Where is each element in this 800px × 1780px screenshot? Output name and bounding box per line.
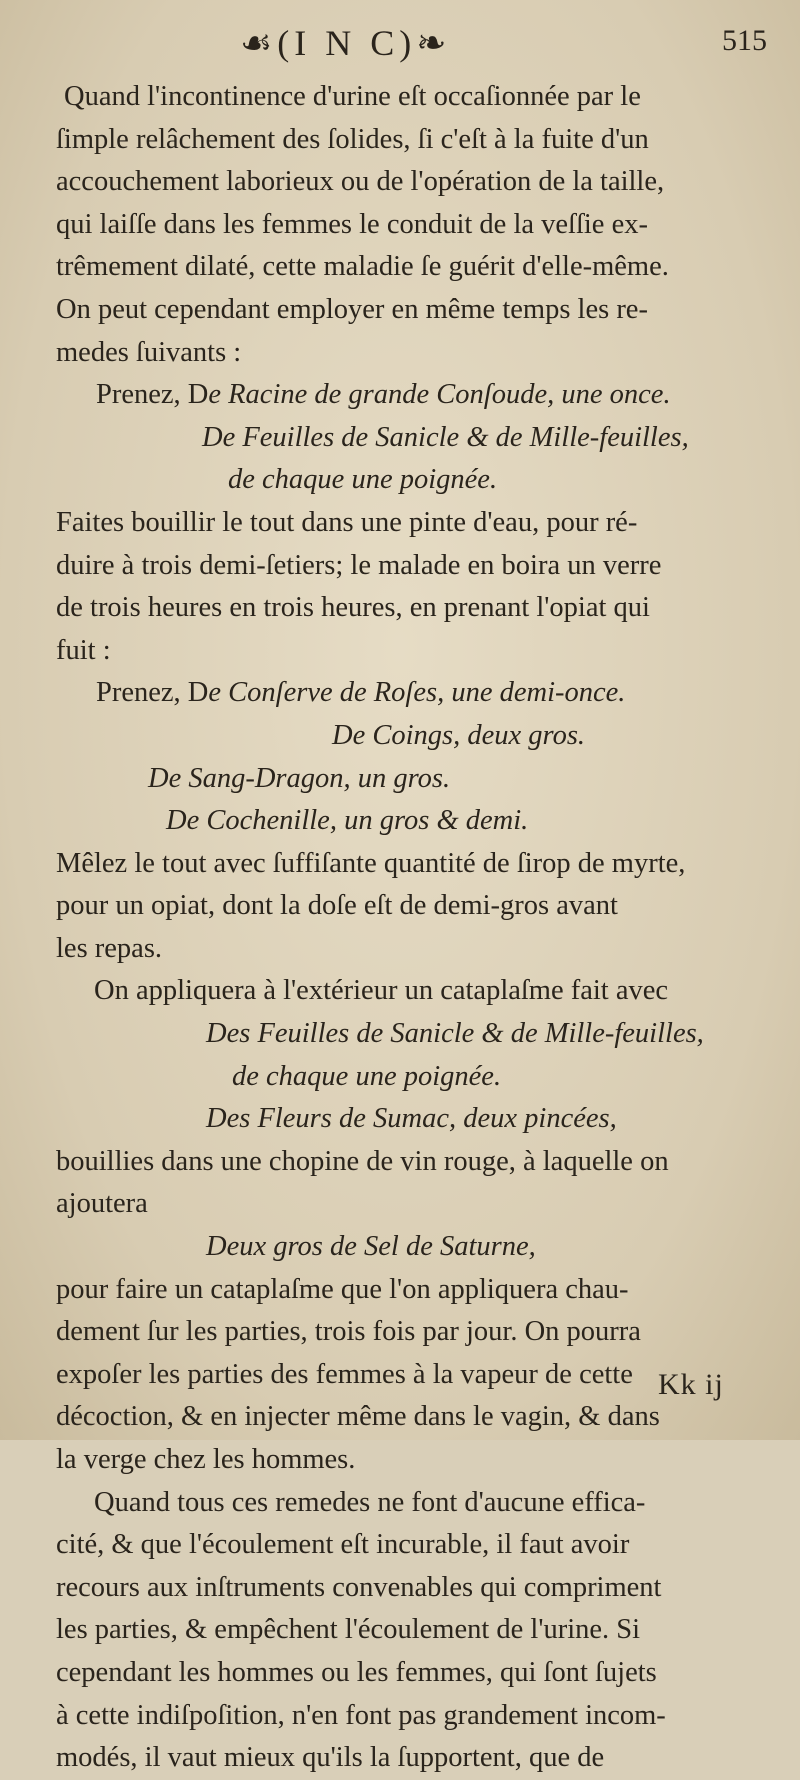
text-line: Prenez, De Conſerve de Roſes, une demi-once.	[96, 677, 626, 709]
text-line: Faites bouillir le tout dans une pinte d'eau, pour ré-	[56, 506, 638, 538]
text-line: Mêlez le tout avec ſuffiſante quantité de ſirop de myrte,	[56, 847, 686, 879]
text-line: De Feuilles de Sanicle & de Mille-feuilles,	[202, 421, 689, 453]
text-line: modés, il vaut mieux qu'ils la ſupportent, que de	[56, 1742, 605, 1774]
text-line: décoction, & en injecter même dans le vagin, & dans	[56, 1401, 660, 1433]
text-line: dement ſur les parties, trois fois par jour. On pourra	[56, 1316, 641, 1348]
text-line: Deux gros de Sel de Saturne,	[206, 1231, 536, 1263]
text-line: à cette indiſpoſition, n'en font pas grandement incom-	[56, 1699, 666, 1731]
text-line: pour un opiat, dont la doſe eſt de demi-gros avant	[56, 890, 618, 922]
text-line: Prenez, De Racine de grande Conſoude, une once.	[96, 379, 671, 411]
text-line: qui laiſſe dans les femmes le conduit de la veſſie ex-	[56, 208, 648, 240]
text-line: pour faire un cataplaſme que l'on appliquera chau-	[56, 1273, 629, 1305]
text-line: medes ſuivants :	[56, 336, 242, 368]
page-number: 515	[722, 24, 767, 57]
text-line: De Sang-Dragon, un gros.	[148, 762, 451, 794]
body-text	[56, 76, 768, 1780]
text-line: On appliquera à l'extérieur un cataplaſme fait avec	[94, 975, 669, 1007]
text-line: recours aux inſtruments convenables qui compriment	[56, 1571, 662, 1603]
text-line: cependant les hommes ou les femmes, qui ſont ſujets	[56, 1656, 657, 1688]
text-line: de chaque une poignée.	[228, 464, 498, 496]
text-line: accouchement laborieux ou de l'opération de la taille,	[56, 166, 665, 198]
text-line: On peut cependant employer en même temps les re-	[56, 293, 648, 325]
text-line: expoſer les parties des femmes à la vapeur de cette	[56, 1358, 633, 1390]
text-line: de trois heures en trois heures, en prenant l'opiat qui	[56, 592, 650, 624]
signature-mark: Kk ij	[658, 1368, 724, 1401]
text-line: Quand l'incontinence d'urine eſt occaſionnée par le	[64, 81, 641, 112]
running-head: ☙(I N C)❧	[240, 23, 452, 63]
text-line: de chaque une poignée.	[232, 1060, 502, 1092]
text-line: De Coings, deux gros.	[332, 719, 586, 751]
text-line: De Cochenille, un gros & demi.	[166, 805, 529, 837]
text-line: Des Fleurs de Sumac, deux pincées,	[206, 1103, 617, 1135]
text-line: Des Feuilles de Sanicle & de Mille-feuilles,	[206, 1018, 704, 1050]
text-line: la verge chez les hommes.	[56, 1444, 356, 1475]
text-line: les parties, & empêchent l'écoulement de l'urine. Si	[56, 1614, 641, 1646]
text-line: les repas.	[56, 932, 163, 964]
text-line: duire à trois demi-ſetiers; le malade en boira un verre	[56, 549, 662, 581]
text-line: ſimple relâchement des ſolides, ſi c'eſt à la fuite d'un	[56, 123, 649, 155]
text-line: ajoutera	[56, 1188, 148, 1220]
text-line: bouillies dans une chopine de vin rouge, à laquelle on	[56, 1145, 669, 1177]
text-line: cité, & que l'écoulement eſt incurable, il faut avoir	[56, 1529, 630, 1561]
text-line: Quand tous ces remedes ne font d'aucune effica-	[94, 1486, 646, 1518]
text-line: fuit :	[56, 634, 111, 666]
page-header	[0, 14, 800, 74]
text-line: trêmement dilaté, cette maladie ſe guérit d'elle-même.	[56, 251, 669, 283]
